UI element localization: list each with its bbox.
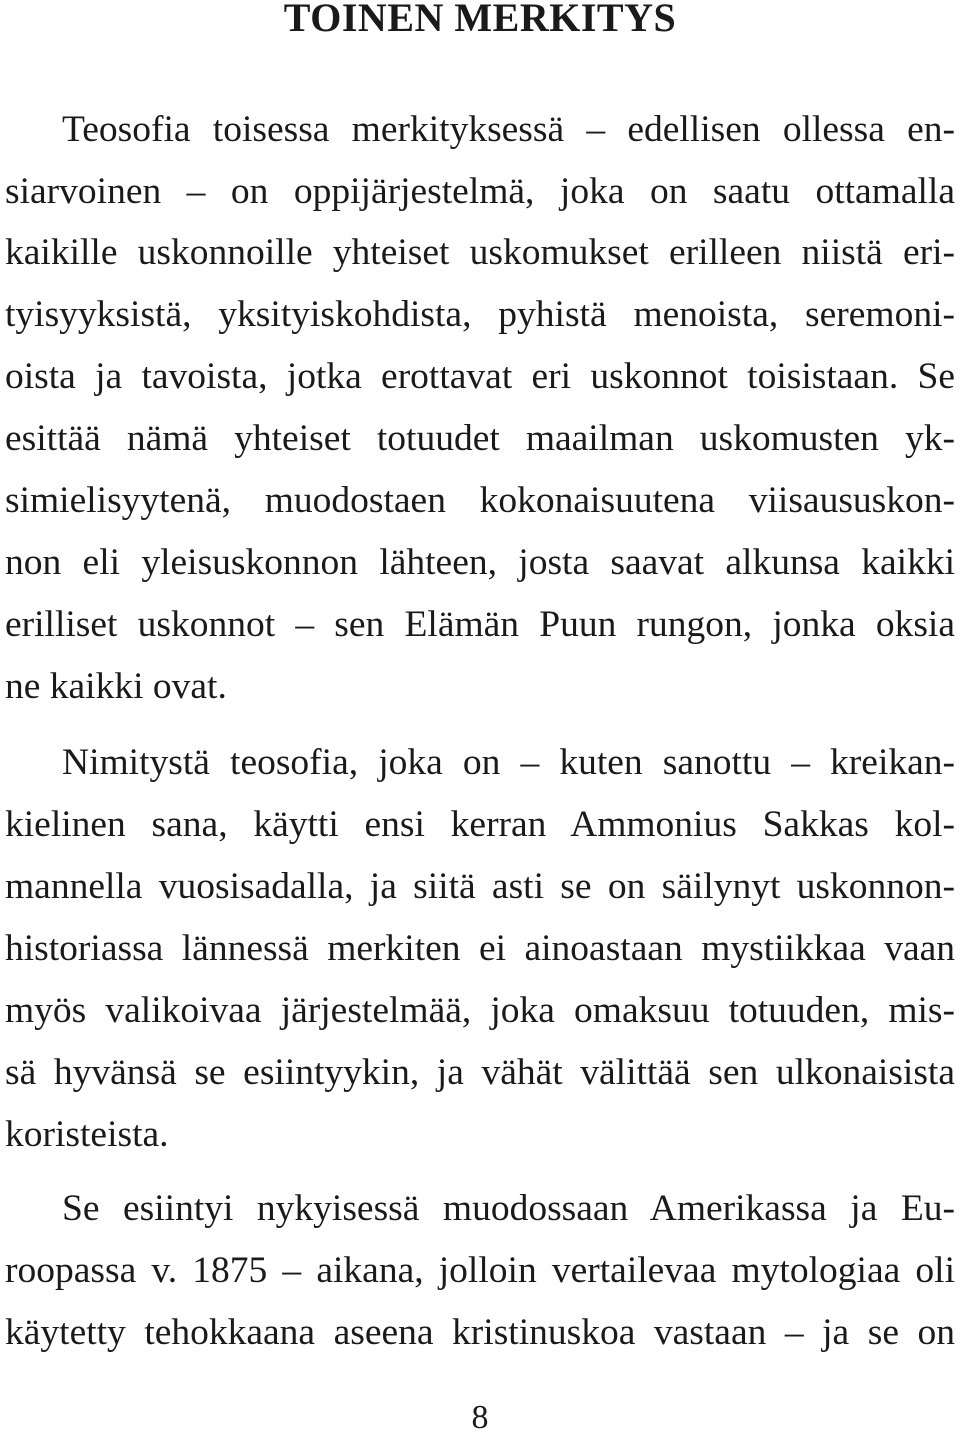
text-line: siarvoinen – on oppijärjestelmä, joka on saatu ottamalla [5, 171, 955, 212]
text-line: koristeista. [5, 1114, 169, 1155]
chapter-heading: TOINEN MERKITYS [283, 0, 677, 40]
text-line: roopassa v. 1875 – aikana, jolloin vertailevaa mytologiaa oli [5, 1250, 955, 1291]
text-line: esittää nämä yhteiset totuudet maailman uskomusten yk- [5, 418, 955, 459]
text-line: erilliset uskonnot – sen Elämän Puun rungon, jonka oksia [5, 604, 955, 645]
text-line: kielinen sana, käytti ensi kerran Ammonius Sakkas kol- [5, 804, 955, 845]
page-number: 8 [471, 1399, 489, 1436]
text-line: käytetty tehokkaana aseena kristinuskoa vastaan – ja se on [5, 1312, 955, 1353]
text-line: non eli yleisuskonnon lähteen, josta saavat alkunsa kaikki [5, 542, 955, 583]
text-line: mannella vuosisadalla, ja siitä asti se on säilynyt uskonnon- [5, 866, 955, 907]
text-line: oista ja tavoista, jotka erottavat eri uskonnot toisistaan. Se [5, 356, 955, 397]
text-line: myös valikoivaa järjestelmää, joka omaksuu totuuden, mis- [5, 990, 955, 1031]
text-line: Se esiintyi nykyisessä muodossaan Amerikassa ja Eu- [62, 1188, 955, 1229]
text-line: Teosofia toisessa merkityksessä – edellisen ollessa en- [62, 109, 955, 150]
text-line: tyisyyksistä, yksityiskohdista, pyhistä menoista, seremoni- [5, 294, 955, 335]
text-line: kaikille uskonnoille yhteiset uskomukset erilleen niistä eri- [5, 232, 955, 273]
text-line: ne kaikki ovat. [5, 666, 227, 707]
text-line: historiassa lännessä merkiten ei ainoastaan mystiikkaa vaan [5, 928, 955, 969]
text-line: simielisyytenä, muodostaen kokonaisuutena viisaususkon- [5, 480, 955, 521]
text-line: sä hyvänsä se esiintyykin, ja vähät välittää sen ulkonaisista [5, 1052, 955, 1093]
text-line: Nimitystä teosofia, joka on – kuten sanottu – kreikan- [62, 742, 955, 783]
